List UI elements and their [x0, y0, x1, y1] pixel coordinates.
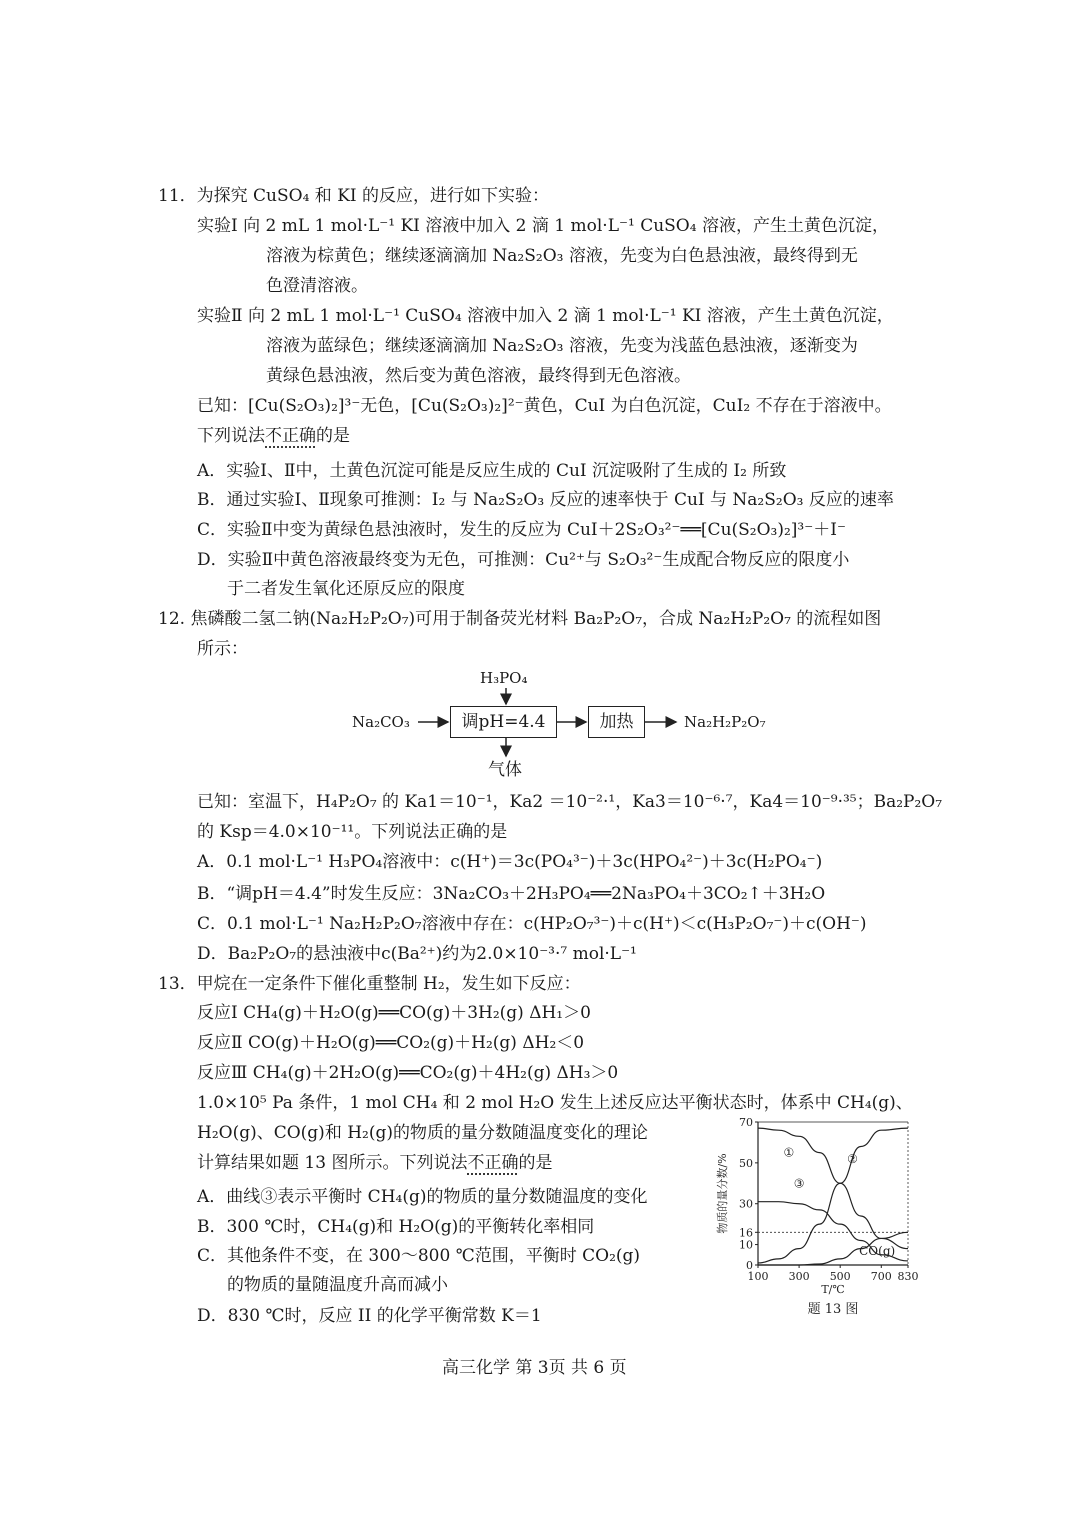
chart-y-tick-label: 0 [746, 1259, 753, 1272]
q13-stem: 13．甲烷在一定条件下催化重整制 H₂，发生如下反应： [158, 974, 581, 994]
chart-x-label: T/℃ [821, 1283, 845, 1296]
chart-series-label-4: CO(g) [859, 1243, 896, 1258]
q11-option-a: A．实验Ⅰ、Ⅱ中，土黄色沉淀可能是反应生成的 CuI 沉淀吸附了生成的 I₂ 所致 [197, 461, 787, 481]
q12-stem-line1: 12. 焦磷酸二氢二钠(Na₂H₂P₂O₇)可用于制备荧光材料 Ba₂P₂O₇，合成 Na₂H₂P₂O₇ 的流程如图 [158, 609, 882, 629]
q11-ask-post: 的是 [316, 426, 350, 446]
q13-reaction-2: 反应Ⅱ CO(g)＋H₂O(g)══CO₂(g)＋H₂(g) ΔH₂＜0 [197, 1033, 585, 1053]
q13-chart [710, 1110, 930, 1330]
q12-known-line1: 已知：室温下，H₄P₂O₇ 的 Ka1＝10⁻¹，Ka2 ＝10⁻²·¹，Ka3＝10⁻⁶·⁷，Ka4＝10⁻⁹·³⁵；Ba₂P₂O₇ [197, 792, 943, 812]
q13-condition-line1: 1.0×10⁵ Pa 条件，1 mol CH₄ 和 2 mol H₂O 发生上述反应达平衡状态时，体系中 CH₄(g)、 [197, 1093, 913, 1113]
chart-series-label-2: ② [847, 1151, 858, 1166]
q11-known: 已知：[Cu(S₂O₃)₂]³⁻无色，[Cu(S₂O₃)₂]²⁻黄色，CuI 为白色沉淀，CuI₂ 不存在于溶液中。 [197, 396, 892, 416]
q13-option-a: A．曲线③表示平衡时 CH₄(g)的物质的量分数随温度的变化 [197, 1187, 648, 1207]
q12-option-c: C．0.1 mol·L⁻¹ Na₂H₂P₂O₇溶液中存在：c(HP₂O₇³⁻)＋c(H⁺)＜c(H₃P₂O₇⁻)＋c(OH⁻) [197, 914, 867, 934]
q12-known-line2: 的 Ksp＝4.0×10⁻¹¹。下列说法正确的是 [197, 822, 508, 842]
q11-option-c: C．实验Ⅱ中变为黄绿色悬浊液时，发生的反应为 CuI＋2S₂O₃²⁻══[Cu(S₂O₃)₂]³⁻＋I⁻ [197, 520, 846, 540]
flow-box-heat: 加热 [588, 706, 645, 738]
q11-ask-pre: 下列说法 [197, 426, 265, 446]
q11-exp1-line1: 实验Ⅰ 向 2 mL 1 mol·L⁻¹ KI 溶液中加入 2 滴 1 mol·L⁻¹ CuSO₄ 溶液，产生土黄色沉淀， [197, 216, 889, 236]
q13-condition-line3 [197, 1151, 552, 1175]
q11-exp2-line3: 黄绿色悬浊液，然后变为黄色溶液，最终得到无色溶液。 [266, 366, 691, 386]
chart-x-tick-label: 830 [897, 1270, 919, 1283]
page-footer: 高三化学 第 3页 共 6 页 [442, 1358, 627, 1378]
chart-x-tick-label: 100 [747, 1270, 769, 1283]
q11-option-b: B．通过实验Ⅰ、Ⅱ现象可推测：I₂ 与 Na₂S₂O₃ 反应的速率快于 CuI 与 Na₂S₂O₃ 反应的速率 [197, 490, 894, 510]
chart-caption: 题 13 图 [807, 1302, 859, 1317]
chart-x-tick-label: 300 [788, 1270, 810, 1283]
q13-option-c-line1: C．其他条件不变，在 300～800 ℃范围，平衡时 CO₂(g) [197, 1246, 641, 1266]
q13-condition-line2: H₂O(g)、CO(g)和 H₂(g)的物质的量分数随温度变化的理论 [197, 1123, 649, 1143]
chart-y-tick-label: 70 [739, 1116, 753, 1129]
q13-reaction-1: 反应Ⅰ CH₄(g)＋H₂O(g)══CO(g)＋3H₂(g) ΔH₁＞0 [197, 1003, 591, 1023]
q11-exp1-line2: 溶液为棕黄色；继续逐滴滴加 Na₂S₂O₃ 溶液，先变为白色悬浊液，最终得到无 [266, 246, 858, 266]
chart-series-label-3: ③ [793, 1176, 805, 1191]
flow-top-input: H₃PO₄ [480, 669, 528, 687]
q13-option-b: B．300 ℃时，CH₄(g)和 H₂O(g)的平衡转化率相同 [197, 1217, 595, 1237]
chart-series-line-1 [758, 1128, 908, 1249]
flow-box-ph: 调pH=4.4 [450, 706, 557, 738]
q11-option-d-line2: 于二者发生氧化还原反应的限度 [227, 579, 465, 599]
q13-ask-post: 的是 [518, 1153, 553, 1173]
q11-exp2-line1: 实验Ⅱ 向 2 mL 1 mol·L⁻¹ CuSO₄ 溶液中加入 2 滴 1 mol·L⁻¹ KI 溶液，产生土黄色沉淀， [197, 306, 894, 326]
q13-option-d: D．830 ℃时，反应 II 的化学平衡常数 K＝1 [197, 1306, 542, 1326]
q12-option-d: D．Ba₂P₂O₇的悬浊液中c(Ba²⁺)约为2.0×10⁻³·⁷ mol·L⁻¹ [197, 944, 637, 964]
q12-stem-line2: 所示： [197, 639, 248, 659]
flow-end: Na₂H₂P₂O₇ [684, 713, 766, 731]
chart-y-tick-label: 10 [739, 1238, 753, 1252]
q11-question [197, 424, 350, 448]
chart-x-tick-label: 700 [870, 1270, 892, 1283]
chart-y-tick-label: 50 [739, 1156, 753, 1170]
chart-y-label: 物质的量分数/% [716, 1153, 729, 1234]
chart-y-tick-label: 16 [739, 1226, 753, 1240]
q11-exp2-line2: 溶液为蓝绿色；继续逐滴滴加 Na₂S₂O₃ 溶液，先变为浅蓝色悬浊液，逐渐变为 [266, 336, 858, 356]
chart-y-tick-label: 30 [739, 1197, 753, 1211]
q11-stem: 11．为探究 CuSO₄ 和 KI 的反应，进行如下实验： [158, 186, 550, 206]
chart-series-line-2 [758, 1128, 908, 1263]
q13-reaction-3: 反应Ⅲ CH₄(g)＋2H₂O(g)══CO₂(g)＋4H₂(g) ΔH₃＞0 [197, 1063, 619, 1083]
flow-bottom-output: 气体 [488, 760, 522, 780]
q12-option-b: B．“调pH＝4.4”时发生反应：3Na₂CO₃＋2H₃PO₄══2Na₃PO₄＋3CO₂↑＋3H₂O [197, 884, 826, 904]
q13-ask-pre: 计算结果如题 13 图所示。下列说法 [197, 1153, 468, 1173]
q11-option-d-line1: D．实验Ⅱ中黄色溶液最终变为无色，可推测：Cu²⁺与 S₂O₃²⁻生成配合物反应的限度小 [197, 550, 850, 570]
flow-start: Na₂CO₃ [352, 713, 410, 731]
q12-option-a: A．0.1 mol·L⁻¹ H₃PO₄溶液中：c(H⁺)＝3c(PO₄³⁻)＋3c(HPO₄²⁻)＋3c(H₂PO₄⁻) [197, 852, 823, 872]
chart-x-tick-label: 500 [829, 1270, 851, 1283]
q13-option-c-line2: 的物质的量随温度升高而减小 [227, 1275, 448, 1295]
chart-series-label-1: ① [783, 1145, 795, 1160]
q13-ask-negation: 不正确 [467, 1153, 519, 1173]
q11-exp1-line3: 色澄清溶液。 [266, 276, 368, 296]
q11-ask-negation: 不正确 [265, 426, 316, 446]
